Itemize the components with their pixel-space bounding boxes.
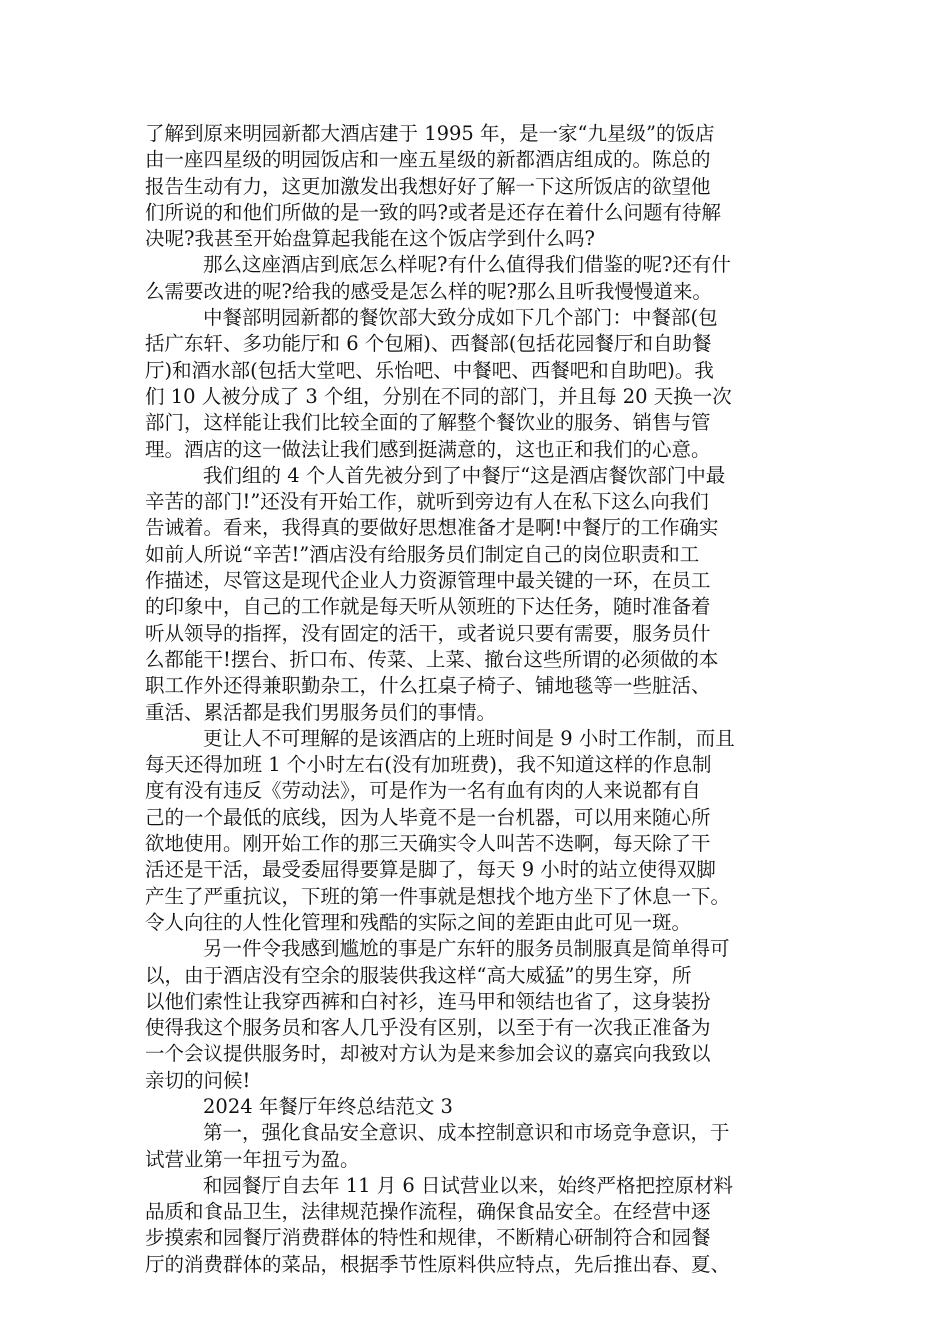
text-line: 品质和食品卫生，法律规范操作流程，确保食品安全。在经营中逐 <box>145 1200 711 1224</box>
text-line: 么需要改进的呢?给我的感受是怎么样的呢?那么且听我慢慢道来。 <box>145 279 712 303</box>
text-line: 试营业第一年扭亏为盈。 <box>145 1147 360 1171</box>
text-line: 报告生动有力，这更加激发出我想好好了解一下这所饭店的欲望他 <box>145 174 711 198</box>
text-line: 理。酒店的这一做法让我们感到挺满意的，这也正和我们的心意。 <box>145 437 711 461</box>
text-line: 告诫着。看来，我得真的要做好思想准备才是啊!中餐厅的工作确实 <box>145 516 719 540</box>
text-line: 令人向往的人性化管理和残酷的实际之间的差距由此可见一斑。 <box>145 910 692 934</box>
document-body <box>145 121 815 1278</box>
text-line: 更让人不可理解的是该酒店的上班时间是 9 小时工作制，而且 <box>203 726 735 750</box>
text-line: 部门，这样能让我们比较全面的了解整个餐饮业的服务、销售与管 <box>145 411 711 435</box>
text-line: 度有没有违反《劳动法》，可是作为一名有血有肉的人来说都有自 <box>145 779 701 803</box>
text-line: 另一件令我感到尴尬的事是广东轩的服务员制服真是简单得可 <box>203 937 730 961</box>
text-line: 活还是干活，最受委屈得要算是脚了，每天 9 小时的站立使得双脚 <box>145 858 716 882</box>
text-line: 听从领导的指挥，没有固定的活干，或者说只要有需要，服务员什 <box>145 621 711 645</box>
text-line: 们 10 人被分成了 3 个组，分别在不同的部门，并且每 20 天换一次 <box>145 384 732 408</box>
text-line: 欲地使用。刚开始工作的那三天确实令人叫苦不迭啊，每天除了干 <box>145 832 711 856</box>
text-line: 厅的消费群体的菜品，根据季节性原料供应特点，先后推出春、夏、 <box>145 1252 731 1276</box>
text-line: 辛苦的部门!”还没有开始工作，就听到旁边有人在私下这么向我们 <box>145 490 709 514</box>
text-line: 职工作外还得兼职勤杂工，什么扛桌子椅子、铺地毯等一些脏活、 <box>145 674 711 698</box>
text-line: 使得我这个服务员和客人几乎没有区别，以至于有一次我正准备为 <box>145 1016 711 1040</box>
text-line: 那么这座酒店到底怎么样呢?有什么值得我们借鉴的呢?还有什 <box>203 253 731 277</box>
text-line: 第一，强化食品安全意识、成本控制意识和市场竞争意识，于 <box>203 1121 730 1145</box>
text-line: 以，由于酒店没有空余的服装供我这样“高大威猛”的男生穿，所 <box>145 963 692 987</box>
text-line: 么都能干!摆台、折口布、传菜、上菜、撤台这些所谓的必须做的本 <box>145 647 719 671</box>
text-line: 重活、累活都是我们男服务员们的事情。 <box>145 700 497 724</box>
text-line: 亲切的问候! <box>145 1068 251 1092</box>
text-line: 了解到原来明园新都大酒店建于 1995 年，是一家“九星级”的饭店 <box>145 122 715 145</box>
text-line: 产生了严重抗议，下班的第一件事就是想找个地方坐下了休息一下。 <box>145 884 731 908</box>
text-line: 厅)和酒水部(包括大堂吧、乐怡吧、中餐吧、西餐吧和自助吧)。我 <box>145 358 714 382</box>
text-line: 们所说的和他们所做的是一致的吗?或者是还存在着什么问题有待解 <box>145 200 721 224</box>
text-line: 我们组的 4 个人首先被分到了中餐厅“这是酒店餐饮部门中最 <box>203 463 726 487</box>
text-line: 由一座四星级的明园饭店和一座五星级的新都酒店组成的。陈总的 <box>145 148 711 172</box>
text-line: 和园餐厅自去年 11 月 6 日试营业以来，始终严格把控原材料 <box>203 1173 734 1197</box>
text-line: 己的一个最低的底线，因为人毕竟不是一台机器，可以用来随心所 <box>145 805 711 829</box>
text-line: 括广东轩、多功能厅和 6 个包厢)、西餐部(包括花园餐厅和自助餐 <box>145 332 712 356</box>
text-line: 中餐部明园新都的餐饮部大致分成如下几个部门：中餐部(包 <box>203 306 718 330</box>
text-line: 的印象中，自己的工作就是每天听从领班的下达任务，随时准备着 <box>145 595 711 619</box>
text-line: 决呢?我甚至开始盘算起我能在这个饭店学到什么吗? <box>145 227 595 251</box>
text-line: 作描述，尽管这是现代企业人力资源管理中最关键的一环，在员工 <box>145 569 711 593</box>
text-line: 2024 年餐厅年终总结范文 3 <box>203 1094 453 1118</box>
text-line: 如前人所说“辛苦!”酒店没有给服务员们制定自己的岗位职责和工 <box>145 542 700 566</box>
text-line: 每天还得加班 1 个小时左右(没有加班费)，我不知道这样的作息制 <box>145 753 712 777</box>
text-line: 以他们索性让我穿西裤和白衬衫，连马甲和领结也省了，这身装扮 <box>145 989 711 1013</box>
text-line: 一个会议提供服务时，却被对方认为是来参加会议的嘉宾向我致以 <box>145 1042 711 1066</box>
text-line: 步摸索和园餐厅消费群体的特性和规律，不断精心研制符合和园餐 <box>145 1226 711 1250</box>
